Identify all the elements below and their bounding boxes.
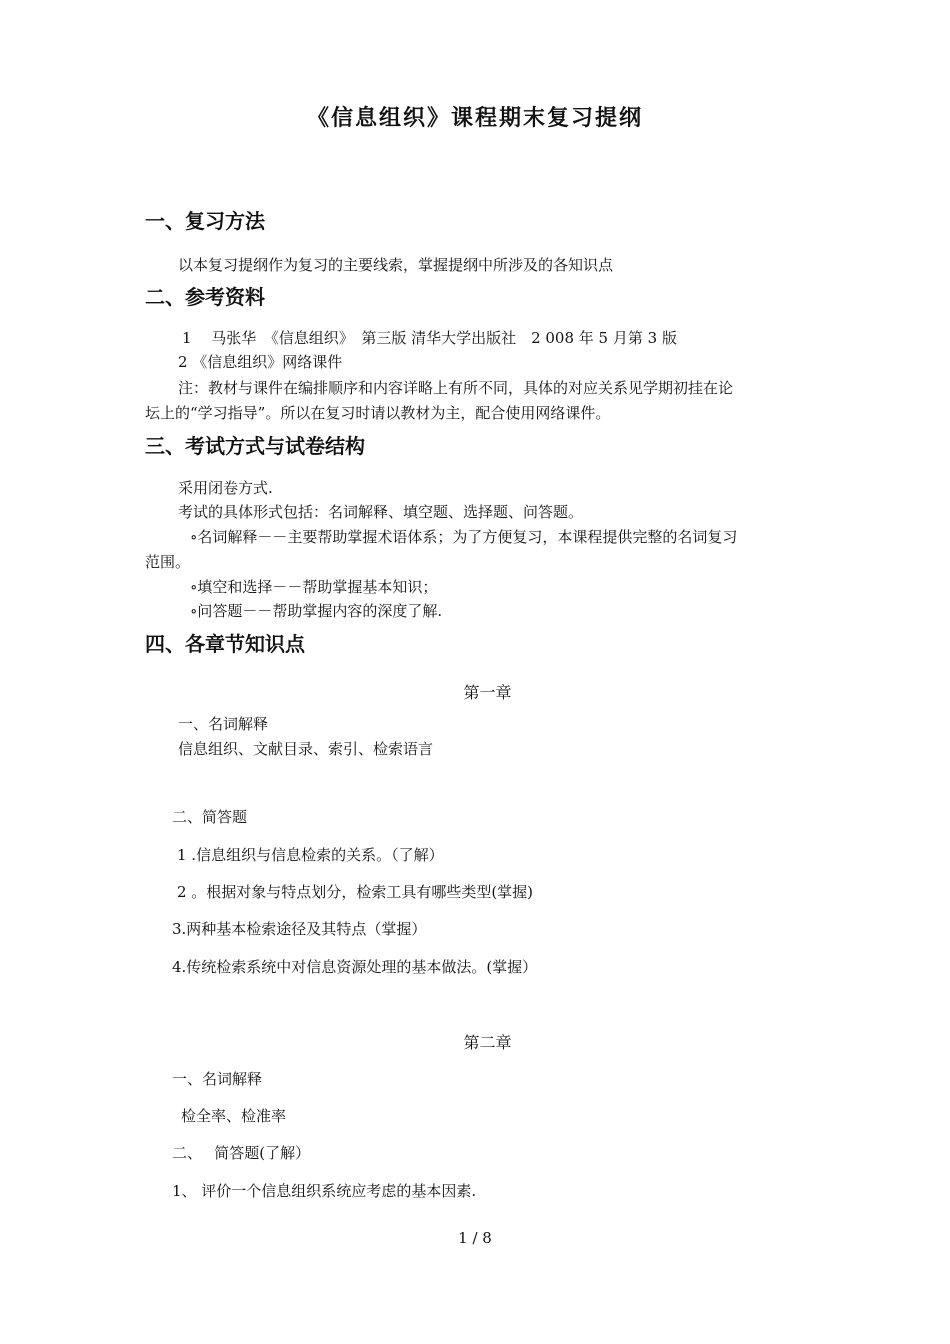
note-text: 注：教材与课件在编排顺序和内容详略上有所不同，具体的对应关系见学期初挂在论 [178, 379, 734, 397]
section-heading-references: 二、参考资料 [145, 285, 265, 309]
page-number: 1 / 8 [458, 1229, 492, 1247]
subheading: 一、名词解释 [178, 715, 269, 733]
reference-item: 1 马张华 《信息组织》 第三版 清华大学出版社 2 008 年 5 月第 3 版 [182, 329, 677, 347]
note-text: 坛上的“学习指导”。所以在复习时请以教材为主，配合使用网络课件。 [145, 404, 611, 422]
bullet-item: ∘填空和选择－－帮助掌握基本知识； [190, 578, 438, 596]
terms-list: 检全率、检准率 [181, 1107, 287, 1125]
bullet-item: ∘问答题－－帮助掌握内容的深度了解. [190, 602, 443, 620]
paragraph: 采用闭卷方式. [178, 479, 273, 497]
question-item: 4.传统检索系统中对信息资源处理的基本做法。(掌握） [172, 958, 538, 976]
chapter-title: 第一章 [463, 683, 512, 702]
section-heading-review-method: 一、复习方法 [145, 209, 265, 233]
bullet-item: ∘名词解释－－主要帮助掌握术语体系；为了方便复习，本课程提供完整的名词复习 [190, 528, 738, 546]
question-item: 1 .信息组织与信息检索的关系。（了解） [177, 846, 444, 864]
terms-list: 信息组织、文献目录、索引、检索语言 [178, 740, 434, 758]
subheading: 二、 简答题(了解） [172, 1144, 311, 1162]
section-heading-knowledge-points: 四、各章节知识点 [145, 632, 305, 656]
paragraph: 以本复习提纲作为复习的主要线索，掌握提纲中所涉及的各知识点 [178, 256, 614, 274]
question-item: 1、 评价一个信息组织系统应考虑的基本因素. [172, 1182, 477, 1200]
question-item: 3.两种基本检索途径及其特点（掌握） [172, 920, 427, 938]
paragraph: 考试的具体形式包括：名词解释、填空题、选择题、问答题。 [178, 503, 584, 521]
section-heading-exam-format: 三、考试方式与试卷结构 [145, 434, 365, 458]
question-item: 2 。根据对象与特点划分，检索工具有哪些类型(掌握) [177, 883, 534, 901]
document-title: 《信息组织》课程期末复习提纲 [306, 106, 643, 131]
subheading: 一、名词解释 [172, 1070, 263, 1088]
paragraph: 范围。 [145, 553, 191, 571]
subheading: 二、简答题 [172, 808, 248, 826]
reference-item: 2 《信息组织》网络课件 [178, 353, 343, 371]
chapter-title: 第二章 [463, 1033, 512, 1052]
